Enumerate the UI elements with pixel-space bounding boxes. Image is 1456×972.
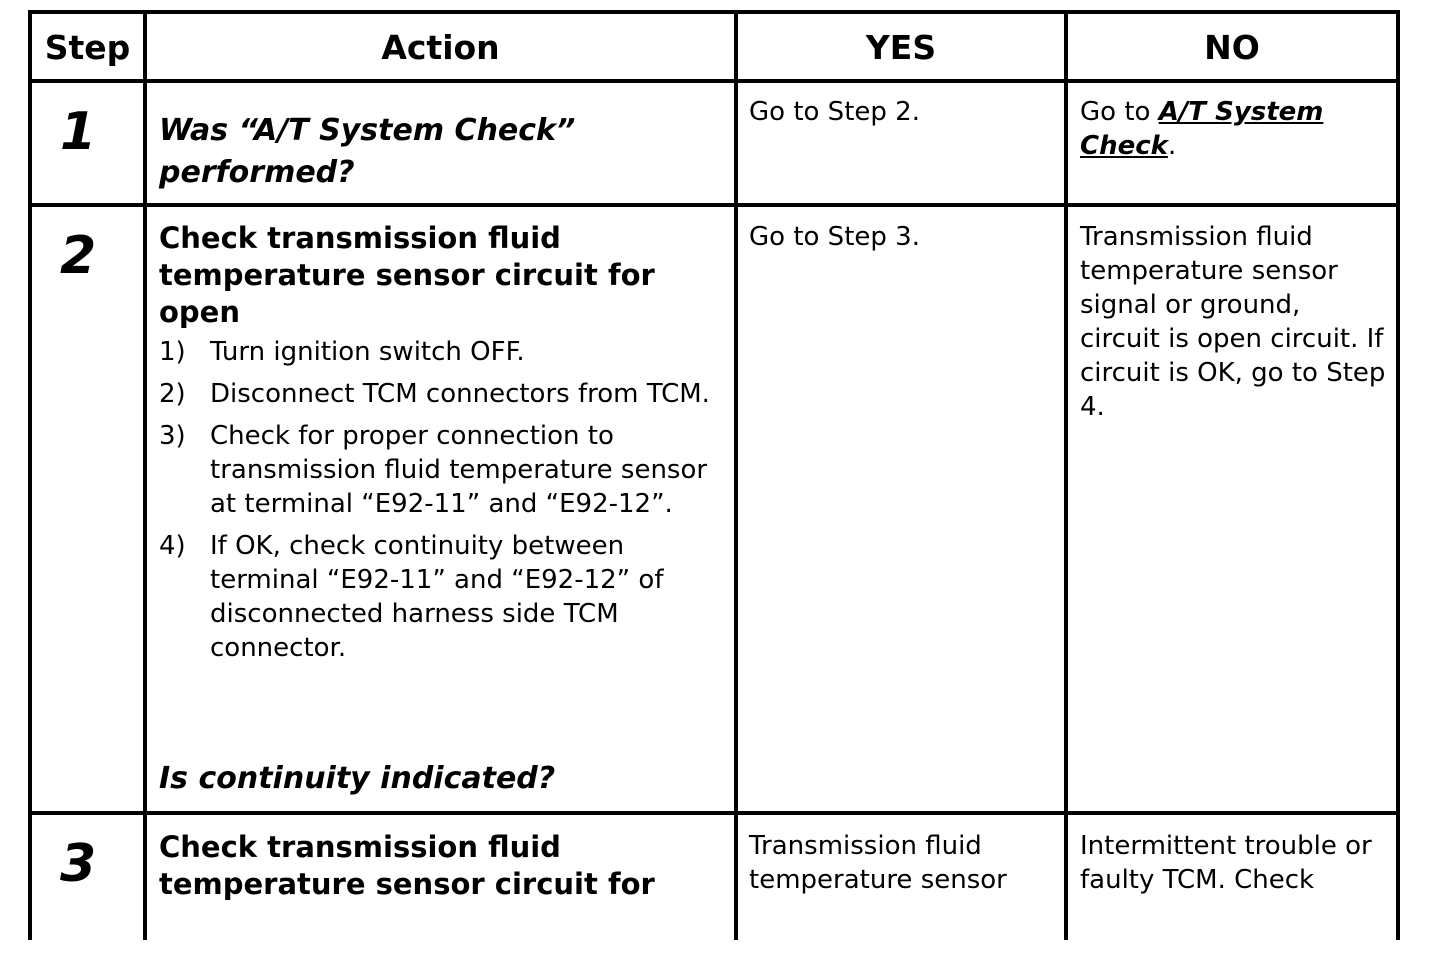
col-divider-action <box>734 10 738 940</box>
yes-result: Transmission fluid temperature sensor <box>749 831 1007 895</box>
step-number: 3 <box>60 834 97 894</box>
no-result: Transmission fluid temperature sensor signal or ground, circuit is open circuit. If circuit is OK, go to Step 4. <box>1080 222 1386 422</box>
action-question: Is continuity indicated? <box>159 761 556 796</box>
step-number: 1 <box>60 102 97 162</box>
header-no: NO <box>1204 28 1260 67</box>
list-item: 4) If OK, check continuity between terminal “E92-11” and “E92-12” of disconnected harness side TCM connector. <box>159 531 664 663</box>
header-action: Action <box>381 28 500 67</box>
list-item: 1) Turn ignition switch OFF. <box>159 337 525 367</box>
row-divider-header <box>28 79 1400 83</box>
at-system-check-link[interactable]: A/T System Check <box>1080 97 1324 161</box>
header-yes: YES <box>865 28 937 67</box>
action-title: Check transmission fluid temperature sensor circuit for <box>159 830 655 901</box>
table-border-top <box>28 10 1400 14</box>
no-result <box>1080 95 1380 163</box>
col-divider-right <box>1396 10 1400 940</box>
no-result-suffix: . <box>1167 131 1177 161</box>
step-number: 2 <box>60 226 97 286</box>
col-divider-step <box>143 10 147 940</box>
col-divider-yes <box>1064 10 1068 940</box>
header-step: Step <box>44 28 131 67</box>
row-divider-2 <box>28 811 1400 815</box>
col-divider-left <box>28 10 32 940</box>
yes-result: Go to Step 3. <box>749 222 920 252</box>
action-title: Check transmission fluid temperature sensor circuit for open <box>159 221 655 329</box>
list-item: 2) Disconnect TCM connectors from TCM. <box>159 379 710 409</box>
list-item: 3) Check for proper connection to transmission fluid temperature sensor at terminal “E92-11” and “E92-12”. <box>159 421 708 519</box>
no-result-prefix: Go to <box>1080 97 1159 127</box>
yes-result: Go to Step 2. <box>749 97 920 127</box>
procedure-list <box>159 335 719 665</box>
action-content <box>159 220 719 673</box>
no-result: Intermittent trouble or faulty TCM. Check <box>1080 831 1372 895</box>
row-divider-1 <box>28 203 1400 207</box>
action-question: Was “A/T System Check” performed? <box>159 113 576 190</box>
